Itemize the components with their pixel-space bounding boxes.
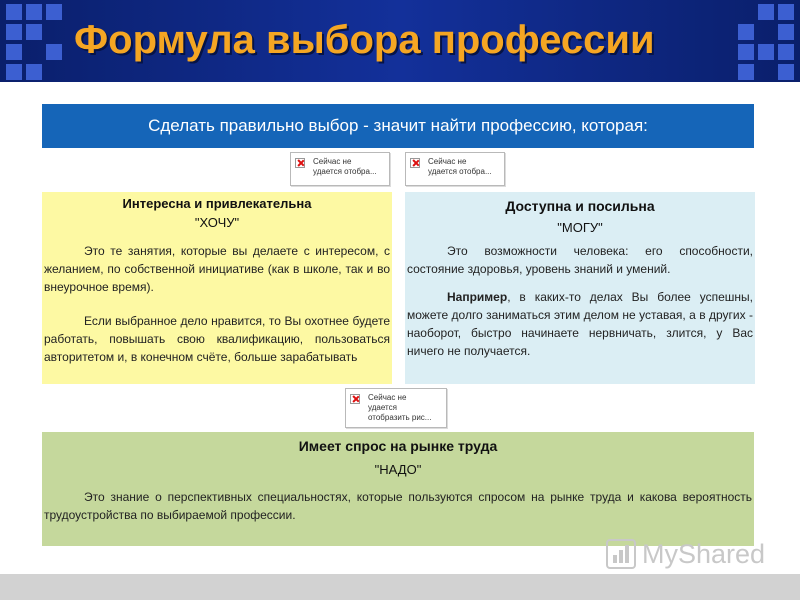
broken-image-placeholder <box>405 152 505 186</box>
page-title: Формула выбора профессии <box>74 18 655 62</box>
broken-image-alt-line: отобразить рис... <box>368 413 432 422</box>
panel-want-paragraph-2: Если выбранное дело нравится, то Вы охотнее будете работать, повышать свою квалификацию, пользоваться авторитетом и, в конечном счёте, больше зарабатывать <box>44 314 390 364</box>
panel-need-paragraph-1: Это знание о перспективных специальностях, которые пользуются спросом на рынке труда и какова вероятность трудоустройства по выбираемой профессии. <box>44 490 752 522</box>
broken-image-icon <box>410 158 420 168</box>
broken-image-alt-line: удается отобра... <box>428 167 492 176</box>
bottom-strip <box>0 574 800 600</box>
broken-image-placeholder <box>345 388 447 428</box>
panel-want <box>42 192 392 384</box>
panel-can-tag: "МОГУ" <box>557 220 603 235</box>
broken-image-alt-line: удается <box>368 403 397 412</box>
panel-can-example-label: Например <box>447 290 508 304</box>
title-banner <box>0 0 800 82</box>
broken-image-placeholder <box>290 152 390 186</box>
panel-can <box>405 192 755 384</box>
broken-image-icon <box>295 158 305 168</box>
broken-image-alt-line: Сейчас не <box>313 157 352 166</box>
panel-want-paragraph-1: Это те занятия, которые вы делаете с интересом, с желанием, по собственной инициативе (как в школе, так и во внеурочное время). <box>44 244 390 294</box>
watermark-logo <box>606 536 768 572</box>
broken-image-alt-line: удается отобра... <box>313 167 377 176</box>
panel-need <box>42 432 754 546</box>
panel-need-heading: Имеет спрос на рынке труда <box>298 438 498 454</box>
broken-image-icon <box>350 394 360 404</box>
watermark-text: MyShared <box>642 538 766 569</box>
panel-want-heading: Интересна и привлекательна <box>122 196 312 211</box>
panel-can-paragraph-2 <box>407 288 753 360</box>
panel-can-example-text: , в каких-то делах Вы более успешны, можете долго заниматься этим делом не уставая, а в других - наоборот, быстро начинаете нервничать, злится, у Вас ничего не получается. <box>407 290 753 358</box>
panel-need-tag: "НАДО" <box>374 462 422 477</box>
watermark-icon <box>606 539 636 569</box>
subtitle-text: Сделать правильно выбор - значит найти профессию, которая: <box>148 116 648 135</box>
panel-can-heading: Доступна и посильна <box>505 198 655 214</box>
broken-image-alt-line: Сейчас не <box>428 157 467 166</box>
broken-image-alt-line: Сейчас не <box>368 393 407 402</box>
panel-want-tag: "ХОЧУ" <box>194 215 240 230</box>
subtitle-band <box>42 104 754 148</box>
panel-can-paragraph-1: Это возможности человека: его способности, состояние здоровья, уровень знаний и умений. <box>407 244 753 276</box>
